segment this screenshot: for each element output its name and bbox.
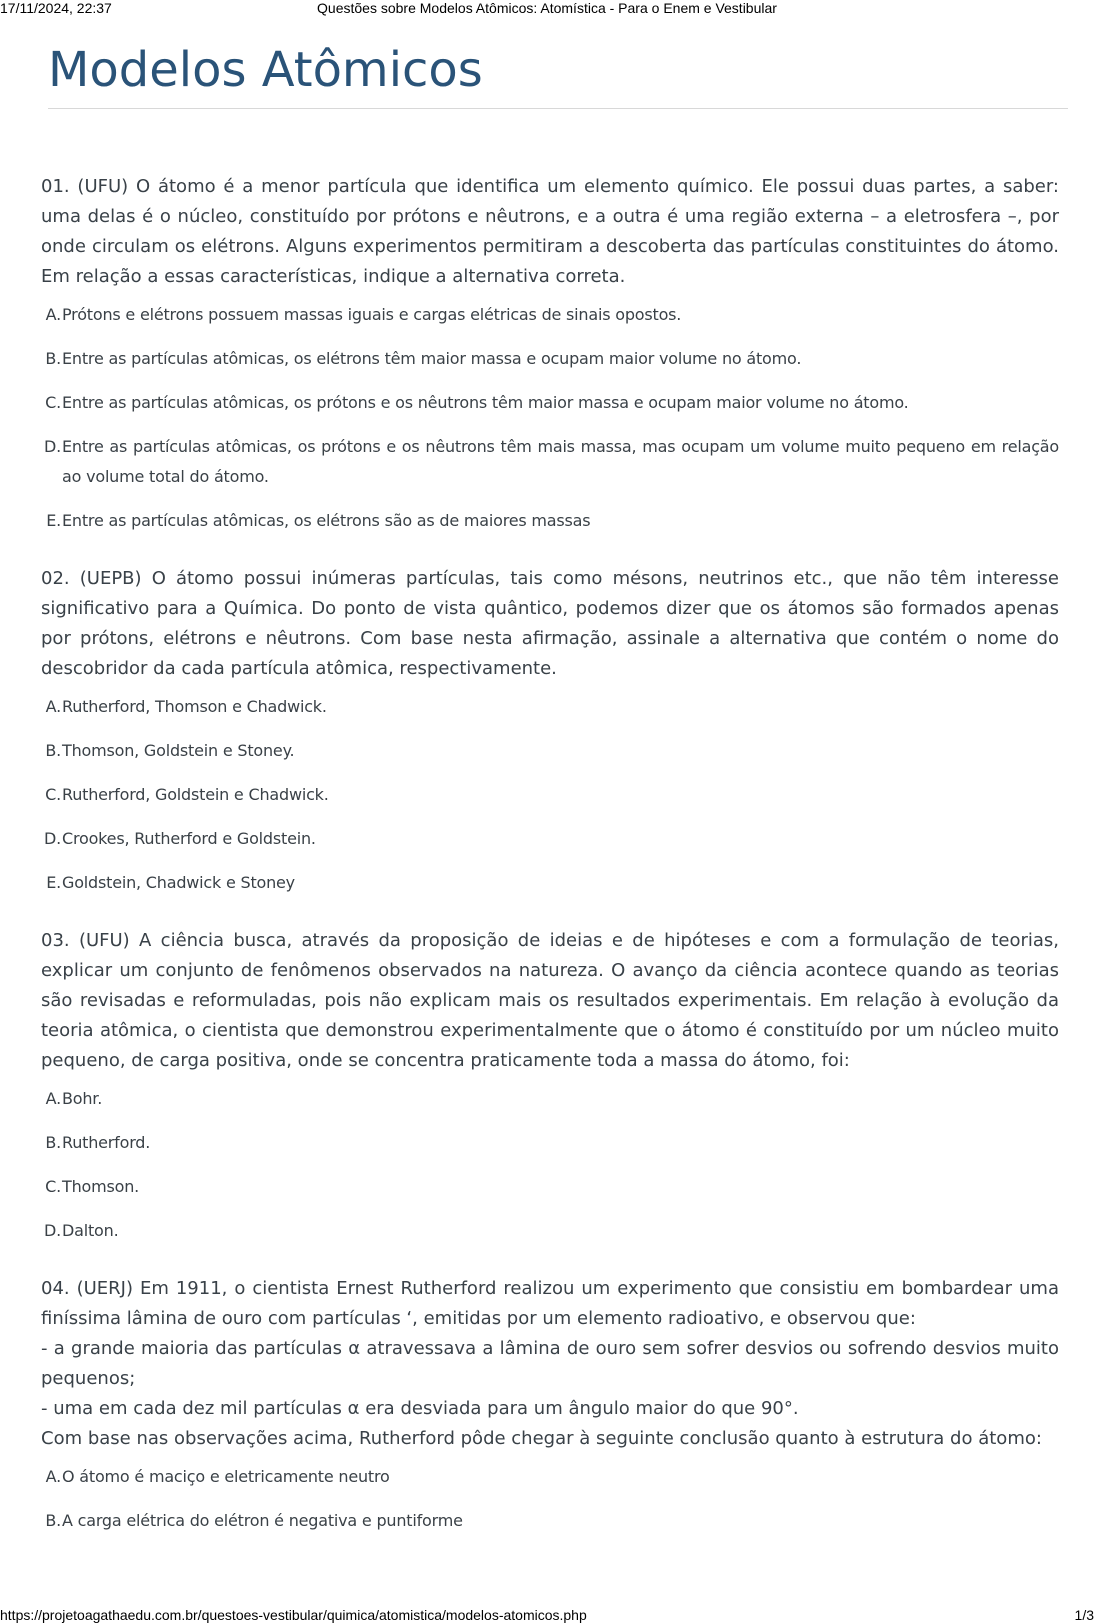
alternative-e[interactable]	[41, 506, 1059, 536]
alternatives-list	[41, 1084, 1059, 1246]
alternatives-list	[41, 300, 1059, 536]
alternative-c[interactable]	[41, 388, 1059, 418]
alternative-c[interactable]	[41, 1172, 1059, 1202]
alternative-text: Rutherford, Thomson e Chadwick.	[62, 697, 327, 716]
alternative-letter: C.	[45, 1177, 61, 1196]
question-stem	[41, 1274, 1059, 1454]
page-title: Modelos Atômicos	[48, 42, 483, 98]
alternative-a[interactable]	[41, 692, 1059, 722]
alternative-letter: C.	[45, 785, 61, 804]
alternative-a[interactable]	[41, 1462, 1059, 1492]
alternative-d[interactable]	[41, 1216, 1059, 1246]
alternative-text: Entre as partículas atômicas, os elétrons têm maior massa e ocupam maior volume no átomo.	[62, 349, 802, 368]
alternative-letter: E.	[46, 873, 61, 892]
alternative-text: Rutherford.	[62, 1133, 151, 1152]
alternative-text: Entre as partículas atômicas, os prótons e os nêutrons têm mais massa, mas ocupam um volume muito pequeno em relação ao volume total do átomo.	[62, 437, 1059, 486]
question-stem: 02. (UEPB) O átomo possui inúmeras partículas, tais como mésons, neutrinos etc., que não têm interesse significativo para a Química. Do ponto de vista quântico, podemos dizer que os átomos são formados apenas por prótons, elétrons e nêutrons. Com base nesta afirmação, assinale a alternativa que contém o nome do descobridor da cada partícula atômica, respectivamente.	[41, 568, 1059, 679]
alternative-text: Bohr.	[62, 1089, 103, 1108]
alternative-a[interactable]	[41, 300, 1059, 330]
page-url: https://projetoagathaedu.com.br/questoes-vestibular/quimica/atomistica/modelos-atomicos.php	[0, 1607, 587, 1623]
alternatives-list	[41, 692, 1059, 898]
question-4	[41, 1274, 1059, 1536]
alternatives-list	[41, 1462, 1059, 1536]
alternative-text: Crookes, Rutherford e Goldstein.	[62, 829, 316, 848]
alternative-d[interactable]	[41, 432, 1059, 492]
alternative-letter: D.	[43, 829, 61, 848]
alternative-text: Thomson, Goldstein e Stoney.	[62, 741, 295, 760]
alternative-letter: B.	[45, 1511, 61, 1530]
title-divider	[48, 108, 1068, 109]
alternative-letter: B.	[45, 741, 61, 760]
alternative-letter: A.	[45, 1467, 61, 1486]
stem-line: - uma em cada dez mil partículas α era desviada para um ângulo maior do que 90°.	[41, 1398, 799, 1419]
print-footer	[0, 1607, 1094, 1623]
alternative-text: Thomson.	[62, 1177, 140, 1196]
alternative-d[interactable]	[41, 824, 1059, 854]
questions-list	[41, 172, 1059, 1564]
print-header	[0, 0, 1094, 16]
page-indicator: 1/3	[1074, 1607, 1094, 1623]
stem-line: 04. (UERJ) Em 1911, o cientista Ernest Rutherford realizou um experimento que consistiu em bombardear uma finíssima lâmina de ouro com partículas ‘, emitidas por um elemento radioativo, e observou que:	[41, 1278, 1059, 1329]
alternative-text: O átomo é maciço e eletricamente neutro	[62, 1467, 390, 1486]
alternative-text: Prótons e elétrons possuem massas iguais e cargas elétricas de sinais opostos.	[62, 305, 682, 324]
question-stem: 03. (UFU) A ciência busca, através da proposição de ideias e de hipóteses e com a formulação de teorias, explicar um conjunto de fenômenos observados na natureza. O avanço da ciência acontece quando as teorias são revisadas e reformuladas, pois não explicam mais os resultados experimentais. Em relação à evolução da teoria atômica, o cientista que demonstrou experimentalmente que o átomo é constituído por um núcleo muito pequeno, de carga positiva, onde se concentra praticamente toda a massa do átomo, foi:	[41, 930, 1059, 1071]
alternative-letter: A.	[45, 305, 61, 324]
print-page-title: Questões sobre Modelos Atômicos: Atomística - Para o Enem e Vestibular	[317, 0, 777, 16]
alternative-b[interactable]	[41, 736, 1059, 766]
alternative-text: Dalton.	[62, 1221, 119, 1240]
stem-line: - a grande maioria das partículas α atravessava a lâmina de ouro sem sofrer desvios ou sofrendo desvios muito pequenos;	[41, 1338, 1059, 1389]
print-date: 17/11/2024, 22:37	[0, 0, 112, 16]
alternative-text: Entre as partículas atômicas, os elétrons são as de maiores massas	[62, 511, 591, 530]
question-3	[41, 926, 1059, 1246]
alternative-letter: E.	[46, 511, 61, 530]
alternative-letter: A.	[45, 697, 61, 716]
alternative-text: A carga elétrica do elétron é negativa e puntiforme	[62, 1511, 463, 1530]
stem-line: Com base nas observações acima, Rutherford pôde chegar à seguinte conclusão quanto à estrutura do átomo:	[41, 1428, 1042, 1449]
alternative-letter: B.	[45, 1133, 61, 1152]
alternative-letter: D.	[43, 437, 61, 456]
alternative-c[interactable]	[41, 780, 1059, 810]
alternative-b[interactable]	[41, 344, 1059, 374]
alternative-letter: A.	[45, 1089, 61, 1108]
alternative-b[interactable]	[41, 1128, 1059, 1158]
alternative-letter: C.	[45, 393, 61, 412]
alternative-e[interactable]	[41, 868, 1059, 898]
alternative-text: Goldstein, Chadwick e Stoney	[62, 873, 295, 892]
alternative-a[interactable]	[41, 1084, 1059, 1114]
alternative-text: Rutherford, Goldstein e Chadwick.	[62, 785, 329, 804]
alternative-text: Entre as partículas atômicas, os prótons e os nêutrons têm maior massa e ocupam maior volume no átomo.	[62, 393, 909, 412]
question-stem: 01. (UFU) O átomo é a menor partícula que identifica um elemento químico. Ele possui duas partes, a saber: uma delas é o núcleo, constituído por prótons e nêutrons, e a outra é uma região externa – a eletrosfera –, por onde circulam os elétrons. Alguns experimentos permitiram a descoberta das partículas constituintes do átomo. Em relação a essas características, indique a alternativa correta.	[41, 176, 1059, 287]
question-1	[41, 172, 1059, 536]
question-2	[41, 564, 1059, 898]
alternative-b[interactable]	[41, 1506, 1059, 1536]
alternative-letter: D.	[43, 1221, 61, 1240]
alternative-letter: B.	[45, 349, 61, 368]
